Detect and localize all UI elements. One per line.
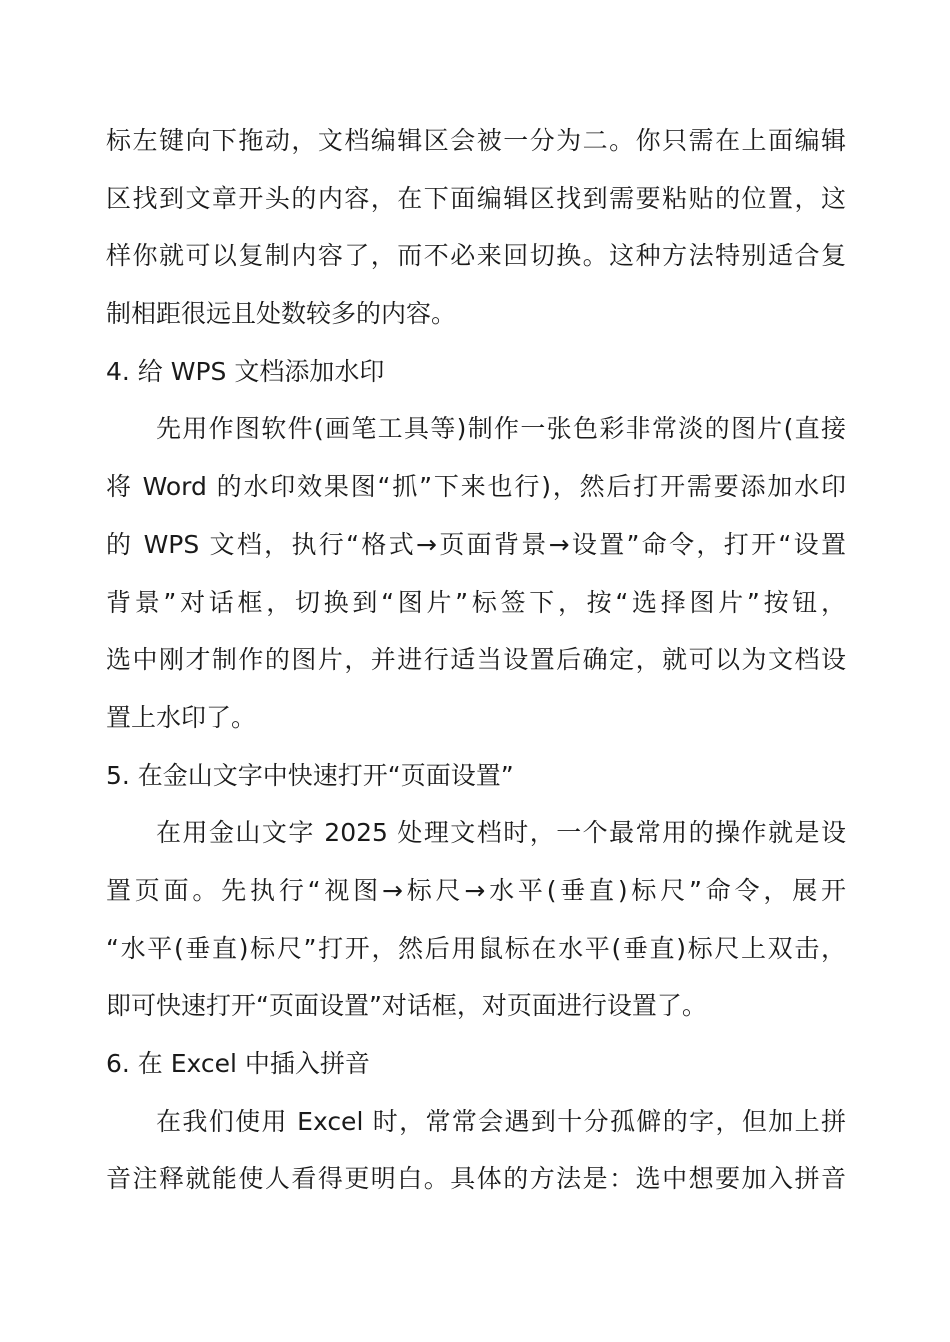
paragraph-line: 选中刚才制作的图片，并进行适当设置后确定，就可以为文档设 (106, 645, 846, 675)
section-heading-4: 4. 给 WPS 文档添加水印 (106, 356, 385, 386)
paragraph-line: 置上水印了。 (106, 702, 257, 732)
paragraph-line: 即可快速打开“页面设置”对话框，对页面进行设置了。 (106, 991, 707, 1021)
paragraph-line: 的 WPS 文档，执行“格式→页面背景→设置”命令，打开“设置 (106, 529, 846, 559)
paragraph-line: 背景”对话框，切换到“图片”标签下，按“选择图片”按钮， (106, 587, 846, 617)
section-heading-6: 6. 在 Excel 中插入拼音 (106, 1049, 370, 1078)
paragraph-line: 样你就可以复制内容了，而不必来回切换。这种方法特别适合复 (106, 241, 846, 271)
paragraph-line: 置页面。先执行“视图→标尺→水平(垂直)标尺”命令，展开 (106, 875, 846, 905)
paragraph-line: 在我们使用 Excel 时，常常会遇到十分孤僻的字，但加上拼 (156, 1106, 846, 1136)
paragraph-line: “水平(垂直)标尺”打开，然后用鼠标在水平(垂直)标尺上双击， (106, 933, 846, 963)
document-page (106, 112, 846, 1208)
paragraph-line: 区找到文章开头的内容，在下面编辑区找到需要粘贴的位置，这 (106, 183, 846, 213)
paragraph-line: 标左键向下拖动，文档编辑区会被一分为二。你只需在上面编辑 (106, 126, 846, 155)
paragraph-line: 音注释就能使人看得更明白。具体的方法是：选中想要加入拼音 (106, 1164, 846, 1194)
paragraph-line: 先用作图软件(画笔工具等)制作一张色彩非常淡的图片(直接 (156, 414, 846, 444)
paragraph-line: 在用金山文字 2025 处理文档时，一个最常用的操作就是设 (156, 818, 846, 848)
paragraph-line: 将 Word 的水印效果图“抓”下来也行)，然后打开需要添加水印 (106, 472, 846, 502)
paragraph-line: 制相距很远且处数较多的内容。 (106, 299, 457, 329)
section-heading-5: 5. 在金山文字中快速打开“页面设置” (106, 760, 514, 790)
